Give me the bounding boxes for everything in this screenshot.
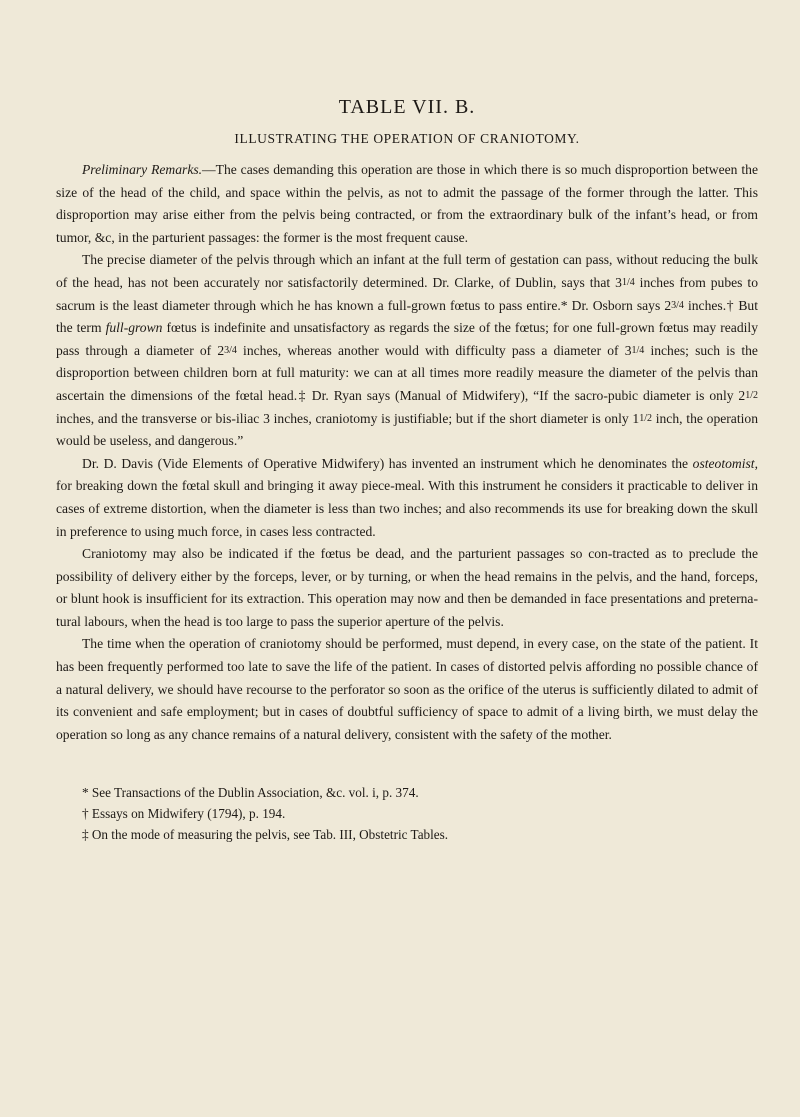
paragraph-timing: The time when the operation of craniotomy should be performed, must depend, in every case, on the state of the patient. It has been frequently performed too late to save the life of the patient. In cases of distorted pelvis affording no possible chance of a natural delivery, we should have recourse to the perforator so soon as the orifice of the uterus is sufficiently dilated to admit of its convenient and safe employment; but in cases of doubtful sufficiency of space to admit of a living birth, we must delay the operation so long as any chance remains of a natural delivery, consistent with the safety of the mother. (56, 636, 758, 742)
lead-heading: Preliminary Remarks. (82, 162, 203, 177)
text-run: Dr. D. Davis (Vide Elements of Operative Midwifery) has invented an instrument which he denominates the (82, 455, 693, 471)
page-title: TABLE VII. B. (338, 96, 476, 118)
footnote: † Essays on Midwifery (1794), p. 194. (82, 806, 286, 822)
emphasis: full-grown (105, 320, 163, 336)
paragraph-osteotomist (56, 453, 758, 543)
footnotes (56, 782, 758, 845)
fraction: 1/2 (745, 389, 758, 401)
text-run: The precise diameter of the pelvis through which an infant at the full term of gestation can pass, without reducing the bulk of the head, has not been accurately nor satisfactorily determined. Dr. Clarke, of Dublin, says that 3 (56, 252, 758, 290)
text-run: inches from pubes to sacrum is the least diameter through which he has known a full-grown fœtus to pass entire.* Dr. Osborn says 2 (56, 274, 758, 313)
fraction: 1/4 (621, 276, 635, 288)
text-run: inch, the operation would be useless, and dangerous.” (56, 410, 758, 449)
fraction: 1/2 (639, 412, 652, 424)
text-run: inches.† But the term (56, 297, 758, 336)
fraction: 1/4 (631, 344, 645, 356)
text-run: inches; such is the disproportion between children born at full maturity: we can at all times more readily measure the diameter of the pelvis than ascertain the dimensions of the fœtal head.‡ Dr. Ryan says (Manual of Midwifery), “If the sacro-pubic diameter is only 2 (56, 342, 758, 403)
paragraph-text: —The cases demanding this operation are those in which there is so much disproportion between the size of the head of the child, and space within the pelvis, as not to admit the passage of the former through the latter. This disproportion may arise either from the pelvis being contracted, or from the extraordinary bulk of the infant’s head, or from tumor, &c, in the parturient passages: the former is the most frequent cause. (56, 162, 758, 245)
text-run: fœtus is indefinite and unsatisfactory as regards the size of the fœtus; for one full-grown fœtus may readily pass through a diameter of 2 (56, 320, 758, 358)
footnote: * See Transactions of the Dublin Association, &c. vol. i, p. 374. (82, 785, 419, 801)
emphasis: osteotomist (692, 455, 755, 471)
footnote: ‡ On the mode of measuring the pelvis, see Tab. III, Obstetric Tables. (82, 827, 449, 843)
text-run: inches, and the transverse or bis-iliac 3 inches, craniotomy is justifiable; but if the short diameter is only 1 (56, 410, 640, 426)
page-content (56, 96, 758, 845)
page-subtitle: ILLUSTRATING THE OPERATION OF CRANIOTOMY. (234, 131, 580, 146)
text-run: inches, whereas another would with difficulty pass a diameter of 3 (236, 342, 632, 358)
paragraph-diameter (56, 249, 758, 452)
fraction: 3/4 (224, 344, 237, 356)
fraction: 3/4 (671, 299, 684, 311)
text-run: , for breaking down the fœtal skull and bringing it away piece-meal. With this instrument he considers it practicable to deliver in cases of extreme distortion, when the diameter is less than two inches; and also recommends its use for breaking down the skull in preference to using much force, in cases less contracted. (56, 455, 758, 539)
paragraph-preliminary (56, 159, 758, 249)
paragraph-indications: Craniotomy may also be indicated if the fœtus be dead, and the parturient passages so con-tracted as to preclude the possibility of delivery either by the forceps, lever, or by turning, or when the head remains in the pelvis, and the hand, forceps, or blunt hook is insufficient for its extraction. This operation may now and then be demanded in face presentations and preterna-tural labours, when the head is too large to pass the superior aperture of the pelvis. (56, 546, 758, 629)
